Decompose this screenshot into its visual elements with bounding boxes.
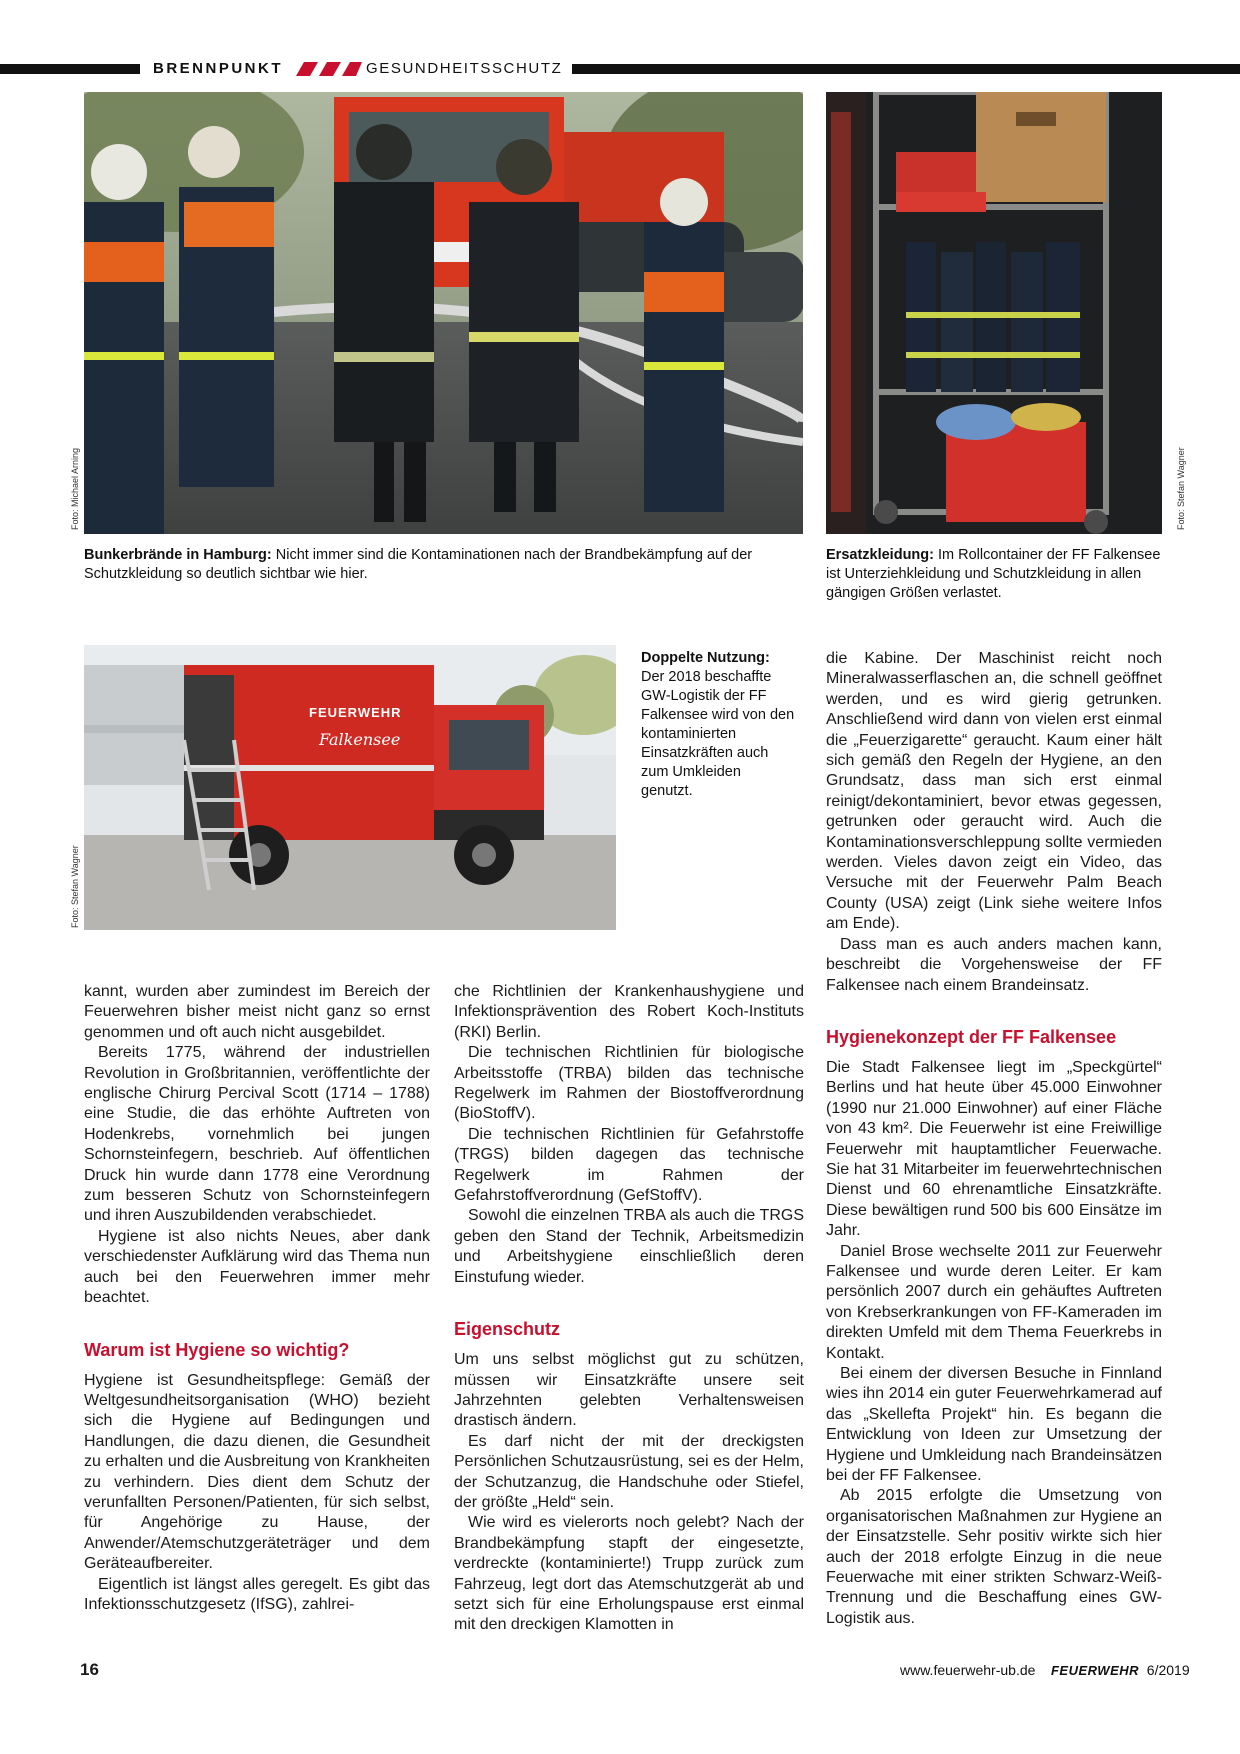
col1-paragraph-4: Hygiene ist Gesundheitspflege: Gemäß der Weltgesundheitsorganisation (WHO) bezieht sich die Hygiene auf Bedingungen und Handlungen, die dazu dienen, die Gesundheit zu erhalten und die Ausbreitung von Krankheiten zu verhindern. Dies dient dem Schutz der verunfallten Personen/Patienten, für sich selbst, für Angehörige zu Hause, der Anwender/Atemschutzgeräteträger und dem Geräteaufbereiter. xyxy=(84,1371,430,1573)
col3-paragraph-4: Daniel Brose wechselte 2011 zur Feuerwehr Falkensee und wurde deren Leiter. Er kam persönlich 2007 durch ein gehäuftes Auftreten von Krebserkrankungen von FF-Kameraden im direkten Umfeld mit dem Thema Feuerkrebs in Kontakt. xyxy=(826,1242,1162,1362)
footer-info xyxy=(900,1662,1190,1678)
col2-paragraph-4: Sowohl die einzelnen TRBA als auch die TRGS geben den Stand der Technik, Arbeitsmedizin und Arbeitshygiene einschließlich deren Einstufung wieder. xyxy=(454,1207,804,1286)
col1-paragraph-3: Hygiene ist also nichts Neues, aber dank verschiedenster Aufklärung wird das Thema nun auch bei den Feuerwehren immer mehr beachtet. xyxy=(84,1227,430,1307)
col3-paragraph-1: die Kabine. Der Maschinist reicht noch Mineralwasserflaschen an, die schnell geöffnet werden, und es wird gierig getrunken. Anschließend wird dann von vielen erst einmal die „Feuerzigarette“ geraucht. Kaum einer hält sich gemäß den Regeln der Hygiene, an den Grundsatz, dass man sich erst einmal reinigt/dekontaminiert, bevor etwas gegessen, getrunken oder geraucht wird. Auch die Kontaminationsverschleppung sollte vermieden werden. Vieles davon zeigt ein Video, das Versuche mit der Feuerwehr Palm Beach County (USA) zeigt (Link siehe weitere Infos am Ende). xyxy=(826,650,1162,933)
col3-paragraph-5: Bei einem der diversen Besuche in Finnland wies ihn 2014 ein guter Feuerwehrkamerad auf das „Skellefta Projekt“ hin. Es begann die Entwicklung von Ideen zur Umsetzung der Hygiene und Umkleidung nach Brandeinsätzen bei der FF Falkensee. xyxy=(826,1365,1162,1485)
heading-warum-hygiene: Warum ist Hygiene so wichtig? xyxy=(84,1339,350,1360)
caption-truck-title: Doppelte Nutzung: xyxy=(641,650,770,666)
col2-paragraph-3: Die technischen Richtlinien für Gefahrstoffe (TRGS) bilden dagegen das technische Regelwerk im Rahmen der Gefahrstoffverordnung (GefStoffV). xyxy=(454,1125,804,1205)
truck-script-label: Falkensee xyxy=(319,730,401,749)
caption-container-title: Ersatzkleidung: xyxy=(826,547,934,563)
col1-paragraph-2: Bereits 1775, während der industriellen Revolution in Großbritannien, veröffentlichte der englische Chirurg Percival Scott (1714 – 1788) eine Studie, die das erhöhte Auftreten von Hodenkrebs, vornehmlich bei jungen Schornsteinfegern, beschrieb. Auf öffentlichen Druck hin wurde dann 1778 eine Verordnung zum besseren Schutz von Schornsteinfegern und ihren Auszubildenden verabschiedet. xyxy=(84,1044,430,1225)
col2-paragraph-7: Wie wird es vielerorts noch gelebt? Nach der Brandbekämpfung stapft der eingesetzte, verdreckte (kontaminierte!) Trupp zurück zum Fahrzeug, legt dort das Atemschutzgerät ab und setzt sich für eine Erholungspause erst einmal mit den dreckigen Klamotten in xyxy=(454,1514,804,1634)
header-bar-left xyxy=(0,64,140,74)
caption-hamburg-title: Bunkerbrände in Hamburg: xyxy=(84,547,272,563)
col1-paragraph-5: Eigentlich ist längst alles geregelt. Es gibt das Infektionsschutzgesetz (IfSG), zahlrei- xyxy=(84,1575,430,1613)
heading-hygienekonzept: Hygienekonzept der FF Falkensee xyxy=(826,1026,1117,1047)
col3-paragraph-2: Dass man es auch anders machen kann, beschreibt die Vorgehensweise der FF Falkensee nach einem Brandeinsatz. xyxy=(826,935,1162,994)
caption-truck-text: Der 2018 beschaffte GW-Logistik der FF Falkensee wird von den kontaminierten Einsatzkräften auch zum Umkleiden genutzt. xyxy=(641,669,795,799)
page-number: 16 xyxy=(80,1660,99,1679)
caption-hamburg-text: Nicht immer sind die Kontaminationen nach der Brandbekämpfung auf der Schutzkleidung so deutlich sichtbar wie hier. xyxy=(84,547,753,582)
topic-label: GESUNDHEITSSCHUTZ xyxy=(366,60,563,77)
photo-credit-container: Foto: Stefan Wagner xyxy=(1176,447,1186,530)
header-stripes xyxy=(290,62,362,76)
section-label: BRENNPUNKT xyxy=(153,60,283,77)
truck-label: FEUERWEHR xyxy=(309,705,402,720)
caption-container-text: Im Rollcontainer der FF Falkensee ist Unterziehkleidung und Schutzkleidung in allen gängigen Größen verlastet. xyxy=(826,547,1161,601)
photo-gw-logistik-truck xyxy=(84,645,616,930)
col2-paragraph-1: che Richtlinien der Krankenhaushygiene und Infektionsprävention des Robert Koch-Instituts (RKI) Berlin. xyxy=(454,983,804,1041)
caption-container xyxy=(826,546,1162,603)
photo-credit-truck: Foto: Stefan Wagner xyxy=(70,845,80,928)
body-column-1 xyxy=(84,982,430,1615)
col2-paragraph-6: Es darf nicht der mit der dreckigsten Persönlichen Schutzausrüstung, sei es der Helm, der Schutzanzug, die Handschuhe oder Stiefel, der größte „Held“ sein. xyxy=(454,1432,804,1511)
col3-paragraph-3: Die Stadt Falkensee liegt im „Speckgürtel“ Berlins und hat heute über 45.000 Einwohner (1990 nur 21.000 Einwohner) auf einer Fläche von 43 km². Die Feuerwehr ist eine Freiwillige Feuerwehr mit hauptamtlicher Feuerwache. Sie hat 31 Mitarbeiter im feuerwehrtechnischen Dienst und 60 ehrenamtliche Einsatzkräfte. Diese bewältigen rund 500 bis 600 Einsätze im Jahr. xyxy=(826,1058,1162,1240)
col2-paragraph-2: Die technischen Richtlinien für biologische Arbeitsstoffe (TRBA) bilden das technische Regelwerk im Rahmen der Biostoffverordnung (BioStoffV). xyxy=(454,1044,804,1123)
photo-clothing-container xyxy=(826,92,1162,534)
caption-truck xyxy=(641,649,796,801)
header-bar-right xyxy=(572,64,1240,74)
col3-paragraph-6: Ab 2015 erfolgte die Umsetzung von organisatorischen Maßnahmen zur Hygiene an der Einsatzstelle. Sehr positiv wirkte sich hier auch der 2018 erfolgte Einzug in die neue Feuerwache mit einer strikten Schwarz-Weiß-Trennung und die Beschaffung eines GW-Logistik aus. xyxy=(826,1487,1162,1627)
photo-credit-hamburg: Foto: Michael Arning xyxy=(70,447,80,530)
col2-paragraph-5: Um uns selbst möglichst gut zu schützen, müssen wir Einsatzkräfte unsere seit Jahrzehnten gelebten Verhaltensweisen drastisch ändern. xyxy=(454,1351,804,1430)
caption-hamburg xyxy=(84,546,804,584)
footer-url: www.feuerwehr-ub.de xyxy=(900,1662,1036,1678)
footer-brand: FEUERWEHR xyxy=(1050,1663,1140,1678)
photo-hamburg-firefighters xyxy=(84,92,803,534)
body-column-3 xyxy=(826,649,1162,1629)
heading-eigenschutz: Eigenschutz xyxy=(454,1319,561,1340)
footer-issue: 6/2019 xyxy=(1146,1662,1190,1678)
body-column-2 xyxy=(454,982,804,1636)
col1-paragraph-1: kannt, wurden aber zumindest im Bereich der Feuerwehren bisher meist nicht ganz so ernst genommen und oft auch nicht ausgebildet. xyxy=(84,983,430,1041)
